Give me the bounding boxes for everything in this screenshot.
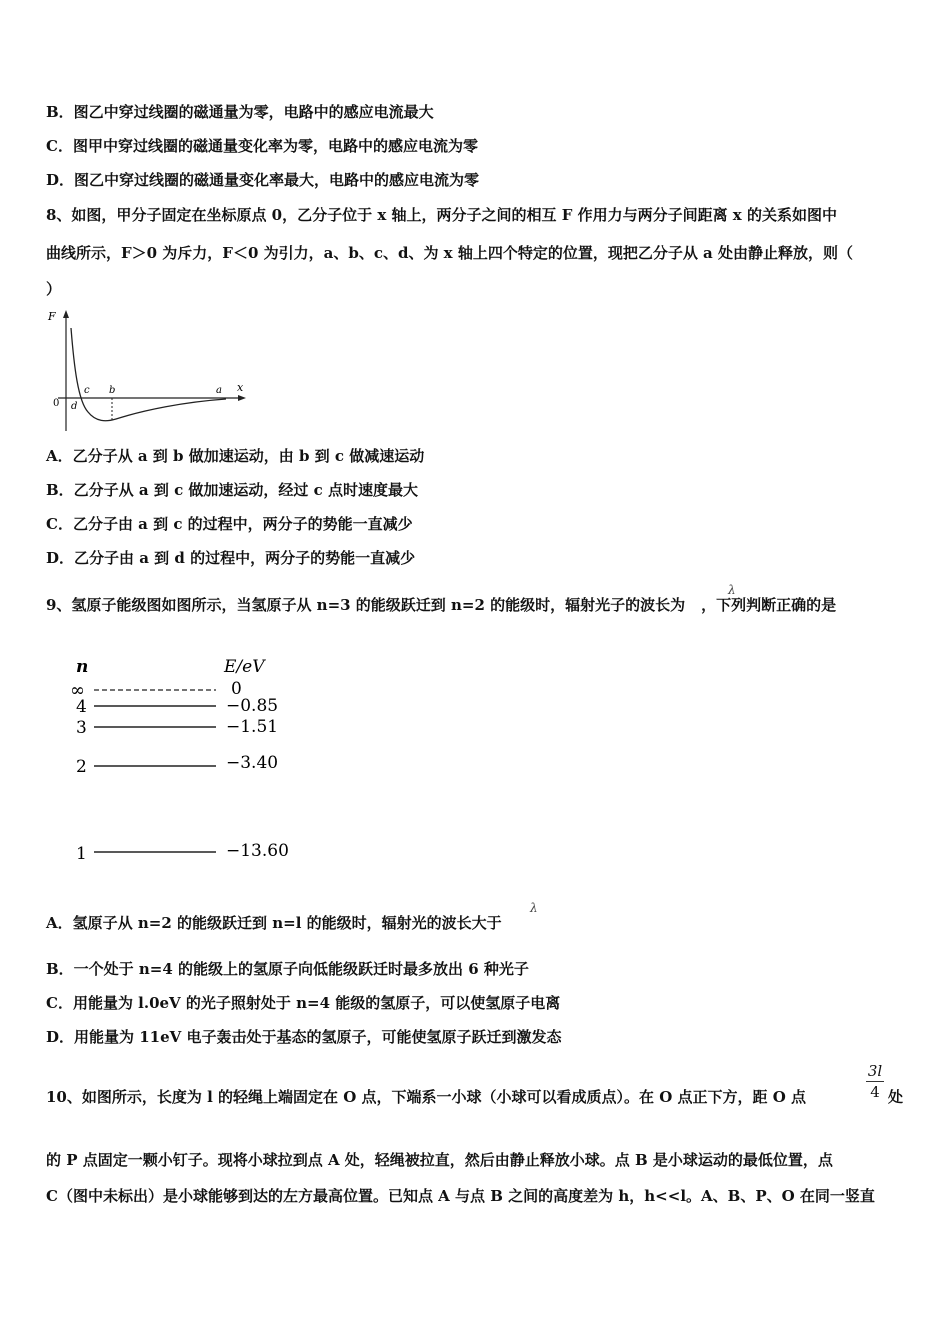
- q10-fraction-denominator: 4: [870, 1083, 880, 1101]
- q9-level-1-n: 1: [76, 844, 87, 864]
- q9-level-2-n: 2: [76, 757, 87, 777]
- q9-n-header: n: [76, 657, 89, 677]
- q9-level-1-e: −13.60: [226, 841, 289, 861]
- q9-option-d: D．用能量为 11eV 电子轰击处于基态的氢原子，可能使氢原子跃迁到激发态: [46, 1028, 562, 1046]
- q10-stem-line3: C（图中未标出）是小球能够到达的左方最高位置。已知点 A 与点 B 之间的高度差为 h，h<<l。A、B、P、O 在同一竖直: [46, 1187, 875, 1205]
- q8-option-b: B．乙分子从 a 到 c 做加速运动，经过 c 点时速度最大: [46, 481, 418, 499]
- q9-stem-text: 9、氢原子能级图如图所示，当氢原子从 n=3 的能级跃迁到 n=2 的能级时，辐射光子的波长为: [46, 596, 686, 614]
- q8-graph-point-c: c: [84, 385, 90, 396]
- q10-stem-line1-tail: 处: [888, 1088, 904, 1106]
- q9-e-header: E/eV: [224, 657, 265, 677]
- q9-energy-level-diagram: [66, 655, 306, 870]
- q9-level-4-e: −0.85: [226, 696, 279, 716]
- q8-stem-line2: 曲线所示，F＞0 为斥力，F＜0 为引力，a、b、c、d、为 x 轴上四个特定的位置，现把乙分子从 a 处由静止释放，则（: [46, 244, 854, 262]
- q7-option-b: B．图乙中穿过线圈的磁通量为零，电路中的感应电流最大: [46, 103, 434, 121]
- q7-option-d: D．图乙中穿过线圈的磁通量变化率最大，电路中的感应电流为零: [46, 171, 480, 189]
- q9-level-inf-e: 0: [231, 679, 242, 699]
- q8-stem-line1: 8、如图，甲分子固定在坐标原点 0，乙分子位于 x 轴上，两分子之间的相互 F 作用力与两分子间距离 x 的关系如图中: [46, 206, 837, 224]
- q10-stem-line1: 10、如图所示，长度为 l 的轻绳上端固定在 O 点，下端系一小球（小球可以看成质点）。在 O 点正下方，距 O 点: [46, 1088, 807, 1106]
- q8-graph-y-label: F: [48, 310, 56, 323]
- q9-option-a: A．氢原子从 n=2 的能级跃迁到 n=l 的能级时，辐射光的波长大于: [46, 914, 502, 932]
- q9-stem: [46, 595, 836, 615]
- q9-level-2-e: −3.40: [226, 753, 279, 773]
- q9-level-4-n: 4: [76, 697, 87, 717]
- q8-graph-point-b: b: [109, 385, 116, 396]
- q8-option-d: D．乙分子由 a 到 d 的过程中，两分子的势能一直减少: [46, 549, 416, 567]
- q8-graph-point-d: d: [71, 401, 78, 412]
- q8-stem-line3: ）: [46, 280, 62, 298]
- q9-option-c: C．用能量为 l.0eV 的光子照射处于 n=4 能级的氢原子，可以使氢原子电离: [46, 994, 561, 1012]
- q8-force-graph: [44, 306, 254, 436]
- q8-option-a: A．乙分子从 a 到 b 做加速运动，由 b 到 c 做减速运动: [46, 447, 425, 465]
- q10-stem-line2: 的 P 点固定一颗小钉子。现将小球拉到点 A 处，轻绳被拉直，然后由静止释放小球。点 B 是小球运动的最低位置，点: [46, 1151, 833, 1169]
- q8-option-c: C．乙分子由 a 到 c 的过程中，两分子的势能一直减少: [46, 515, 413, 533]
- q10-fraction-numerator: 3l: [867, 1062, 883, 1080]
- q9-level-3-n: 3: [76, 718, 87, 738]
- q10-fraction: [866, 1062, 884, 1101]
- q9-stem-tail: ，下列判断正确的是: [701, 596, 837, 614]
- q9-level-3-e: −1.51: [226, 717, 279, 737]
- q7-option-c: C．图甲中穿过线圈的磁通量变化率为零，电路中的感应电流为零: [46, 137, 478, 155]
- q9-option-a-lambda: λ: [530, 901, 538, 915]
- q8-graph-point-a: a: [216, 385, 222, 396]
- q9-lambda-symbol: λ: [728, 583, 736, 597]
- q9-level-inf-n: ∞: [70, 680, 85, 701]
- q9-option-b: B．一个处于 n=4 的能级上的氢原子向低能级跃迁时最多放出 6 种光子: [46, 960, 529, 978]
- q8-graph-origin: 0: [53, 398, 60, 409]
- q8-graph-x-label: x: [237, 381, 244, 394]
